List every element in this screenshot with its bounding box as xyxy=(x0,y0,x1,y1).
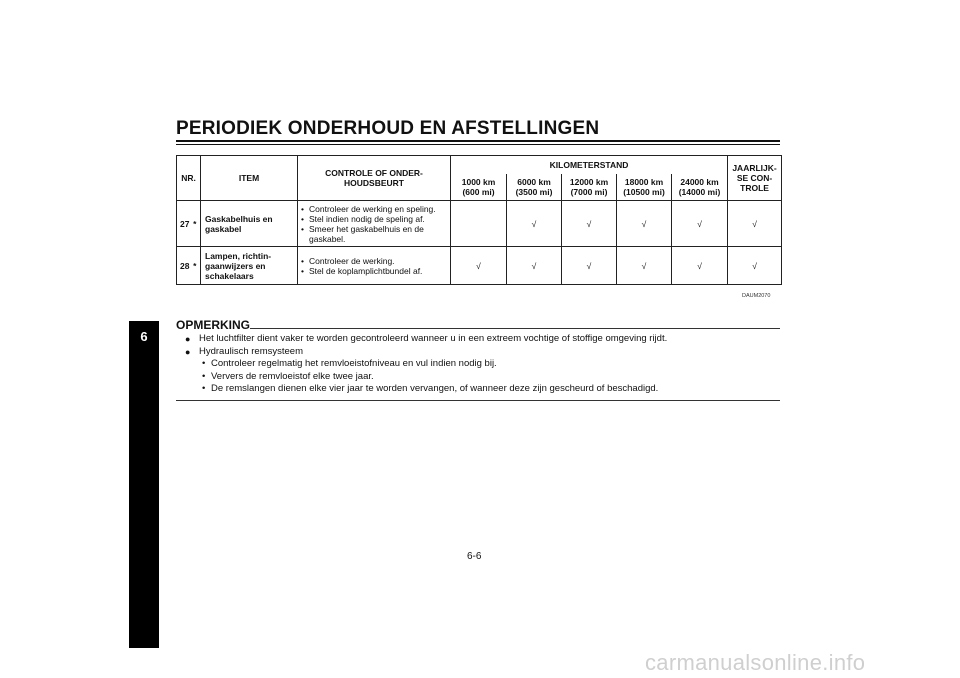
km-col-2: 6000 km (3500 mi) xyxy=(507,174,562,201)
row-number: 28 xyxy=(177,247,190,285)
col-control-header: CONTROLE OF ONDER-HOUDSBEURT xyxy=(298,156,451,201)
sub-bullet-icon: • xyxy=(202,358,206,369)
check-cell xyxy=(451,201,507,247)
col-item-header: ITEM xyxy=(201,156,298,201)
chapter-tab-number: 6 xyxy=(140,329,148,344)
document-code: DAUM2070 xyxy=(742,293,771,299)
check-cell: √ xyxy=(562,201,617,247)
check-cell: √ xyxy=(728,247,782,285)
table-header-row xyxy=(177,156,782,174)
note-body xyxy=(176,333,780,396)
col-nr-header: NR. xyxy=(177,156,201,201)
check-cell: √ xyxy=(562,247,617,285)
col-yearly-header: JAARLIJK-SE CON-TROLE xyxy=(728,156,782,201)
km-col-5: 24000 km (14000 mi) xyxy=(672,174,728,201)
col-km-group-header: KILOMETERSTAND xyxy=(451,156,728,174)
control-item: • Stel de koplamplichtbundel af. xyxy=(301,266,447,276)
table-row xyxy=(177,201,782,247)
note-sub-item: • Ververs de remvloeistof elke twee jaar. xyxy=(202,370,374,382)
control-item: • Controleer de werking. xyxy=(301,256,447,266)
row-number: 27 xyxy=(177,201,190,247)
control-item: • Smeer het gaskabelhuis en de gaskabel. xyxy=(301,224,447,244)
check-cell: √ xyxy=(451,247,507,285)
row-item: Lampen, richtin-gaanwijzers en schakelaars xyxy=(201,247,298,285)
title-divider-thin xyxy=(176,144,780,145)
watermark: carmanualsonline.info xyxy=(645,650,866,675)
note-heading-rule xyxy=(250,328,780,329)
note-sub-item: • De remslangen dienen elke vier jaar te worden vervangen, of wanneer deze zijn gescheurd of beschadigd. xyxy=(202,383,659,394)
maintenance-table xyxy=(176,155,782,285)
note-bullet: ● Het luchtfilter dient vaker te worden gecontroleerd wanneer u in een extreem vochtige of stoffige omgeving rijdt. xyxy=(185,333,668,344)
row-item: Gaskabelhuis en gaskabel xyxy=(201,201,298,247)
page-number: 6-6 xyxy=(467,551,482,562)
sub-bullet-icon: • xyxy=(202,383,206,394)
note-bullet: ● Hydraulisch remsysteem xyxy=(185,345,303,357)
row-controls xyxy=(298,201,451,247)
check-cell: √ xyxy=(617,247,672,285)
control-item: • Controleer de werking en speling. xyxy=(301,204,447,214)
note-heading: OPMERKING xyxy=(176,318,251,332)
bullet-dot-icon: ● xyxy=(185,334,191,344)
bullet-dot-icon: ● xyxy=(185,346,191,357)
check-cell: √ xyxy=(728,201,782,247)
note-end-rule xyxy=(176,400,780,401)
check-cell: √ xyxy=(672,247,728,285)
page-title: PERIODIEK ONDERHOUD EN AFSTELLINGEN xyxy=(176,118,600,139)
check-cell: √ xyxy=(507,201,562,247)
check-cell: √ xyxy=(617,201,672,247)
title-divider xyxy=(176,140,780,142)
control-item: • Stel indien nodig de speling af. xyxy=(301,214,447,224)
note-sub-item: • Controleer regelmatig het remvloeistofniveau en vul indien nodig bij. xyxy=(202,358,497,369)
table-row xyxy=(177,247,782,285)
check-cell: √ xyxy=(507,247,562,285)
check-cell: √ xyxy=(672,201,728,247)
row-star: * xyxy=(190,201,201,247)
row-controls xyxy=(298,247,451,285)
row-star: * xyxy=(190,247,201,285)
km-col-3: 12000 km (7000 mi) xyxy=(562,174,617,201)
km-col-4: 18000 km (10500 mi) xyxy=(617,174,672,201)
chapter-tab xyxy=(129,321,159,648)
km-col-1: 1000 km (600 mi) xyxy=(451,174,507,201)
sub-bullet-icon: • xyxy=(202,370,206,382)
